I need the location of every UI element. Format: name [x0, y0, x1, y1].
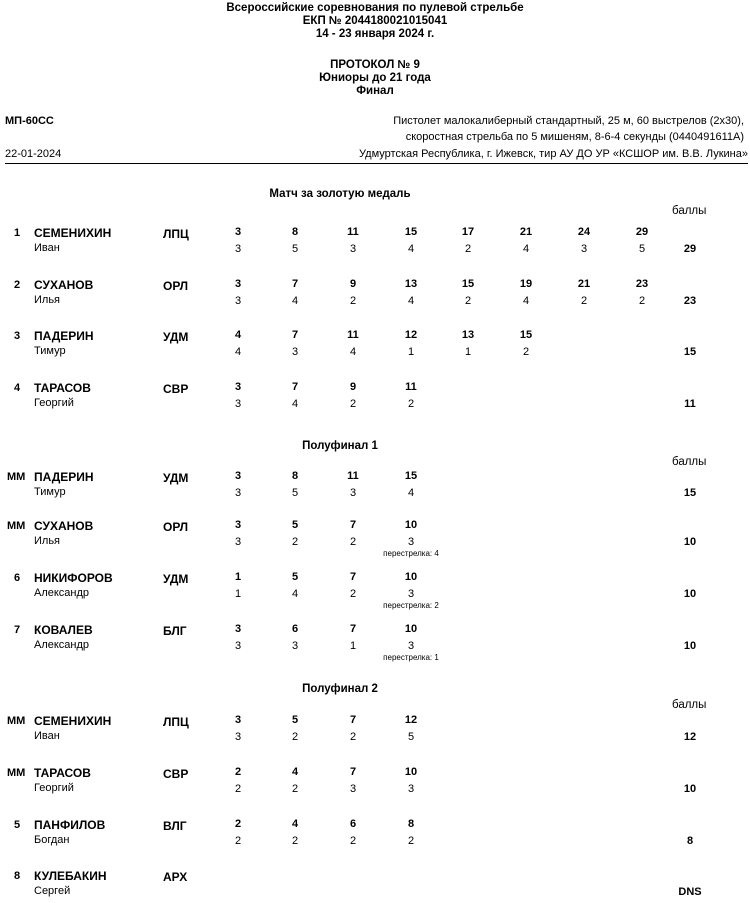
series-score: 3 [234, 731, 242, 743]
athlete-first-name: Богдан [34, 834, 70, 846]
series-score: 3 [580, 243, 588, 255]
series-score: 2 [580, 295, 588, 307]
athlete-region: ЛПЦ [163, 227, 189, 241]
athlete-first-name: Иван [34, 730, 60, 742]
event-code: МП-60СС [5, 115, 54, 127]
series-score: 2 [407, 398, 415, 410]
total-points: DNS [678, 886, 702, 898]
event-venue: Удмуртская Республика, г. Ижевск, тир АУ ДО УР «КСШОР им. В.В. Лукина» [359, 148, 748, 160]
event-description-1: Пистолет малокалиберный стандартный, 25 м, 60 выстрелов (2х30), [393, 115, 744, 127]
series-score: 1 [349, 640, 357, 652]
series-score: 3 [234, 487, 242, 499]
athlete-region: СВР [163, 382, 189, 396]
series-score: 4 [522, 243, 530, 255]
ekp-number: ЕКП № 2044180021015041 [302, 15, 448, 27]
total-points: 15 [683, 487, 697, 499]
athlete-region: УДМ [163, 471, 189, 485]
athlete-first-name: Александр [34, 587, 90, 599]
cumulative-score: 2 [234, 766, 242, 778]
series-score: 5 [638, 243, 646, 255]
shoot-off-note: перестрелка: 1 [383, 653, 439, 662]
series-score: 5 [291, 487, 299, 499]
athlete-last-name: ТАРАСОВ [34, 766, 91, 780]
cumulative-score: 24 [577, 226, 591, 238]
series-score: 3 [349, 783, 357, 795]
series-score: 3 [407, 588, 415, 600]
cumulative-score: 10 [404, 571, 418, 583]
series-score: 2 [291, 536, 299, 548]
competition-title: Всероссийские соревнования по пулевой стрельбе [226, 2, 524, 14]
athlete-region: ВЛГ [163, 819, 187, 833]
cumulative-score: 12 [404, 714, 418, 726]
cumulative-score: 7 [349, 571, 357, 583]
cumulative-score: 4 [291, 818, 299, 830]
athlete-last-name: ПАДЕРИН [34, 470, 94, 484]
cumulative-score: 5 [291, 714, 299, 726]
series-score: 2 [407, 835, 415, 847]
points-column-label: баллы [672, 205, 707, 217]
series-score: 2 [349, 295, 357, 307]
series-score: 2 [349, 536, 357, 548]
section-title: Полуфинал 1 [302, 440, 378, 452]
series-score: 4 [522, 295, 530, 307]
cumulative-score: 10 [404, 766, 418, 778]
total-points: 15 [683, 346, 697, 358]
cumulative-score: 15 [461, 278, 475, 290]
series-score: 2 [291, 835, 299, 847]
cumulative-score: 15 [404, 226, 418, 238]
cumulative-score: 3 [234, 623, 242, 635]
cumulative-score: 21 [519, 226, 533, 238]
series-score: 2 [349, 588, 357, 600]
athlete-last-name: ПАДЕРИН [34, 329, 94, 343]
series-score: 3 [234, 398, 242, 410]
athlete-place: ММ [7, 767, 26, 779]
athlete-first-name: Илья [34, 535, 61, 547]
cumulative-score: 11 [347, 226, 359, 238]
total-points: 10 [683, 588, 697, 600]
athlete-region: ОРЛ [163, 520, 189, 534]
series-score: 4 [234, 346, 242, 358]
series-score: 3 [291, 640, 299, 652]
cumulative-score: 7 [291, 278, 299, 290]
athlete-last-name: СЕМЕНИХИН [34, 226, 112, 240]
total-points: 12 [683, 731, 697, 743]
total-points: 10 [683, 783, 697, 795]
athlete-place: 1 [14, 227, 21, 239]
athlete-region: ОРЛ [163, 279, 189, 293]
athlete-place: 6 [14, 572, 21, 584]
athlete-region: ЛПЦ [163, 715, 189, 729]
series-score: 3 [407, 536, 415, 548]
cumulative-score: 7 [349, 714, 357, 726]
series-score: 3 [349, 487, 357, 499]
athlete-place: ММ [7, 715, 26, 727]
athlete-last-name: НИКИФОРОВ [34, 571, 113, 585]
series-score: 3 [407, 640, 415, 652]
cumulative-score: 6 [349, 818, 357, 830]
stage-title: Финал [356, 85, 394, 97]
cumulative-score: 17 [461, 226, 475, 238]
athlete-place: ММ [7, 471, 26, 483]
cumulative-score: 11 [347, 329, 359, 341]
athlete-first-name: Тимур [34, 345, 66, 357]
cumulative-score: 5 [291, 571, 299, 583]
cumulative-score: 3 [234, 381, 242, 393]
shoot-off-note: перестрелка: 4 [383, 549, 439, 558]
cumulative-score: 7 [291, 329, 299, 341]
series-score: 3 [234, 295, 242, 307]
athlete-last-name: КОВАЛЕВ [34, 623, 93, 637]
series-score: 2 [638, 295, 646, 307]
cumulative-score: 5 [291, 519, 299, 531]
total-points: 8 [686, 835, 694, 847]
series-score: 2 [349, 835, 357, 847]
series-score: 4 [407, 243, 415, 255]
athlete-first-name: Илья [34, 294, 61, 306]
series-score: 2 [349, 731, 357, 743]
series-score: 2 [464, 243, 472, 255]
athlete-region: СВР [163, 767, 189, 781]
series-score: 3 [234, 536, 242, 548]
athlete-last-name: ПАНФИЛОВ [34, 818, 106, 832]
cumulative-score: 15 [404, 470, 418, 482]
athlete-region: УДМ [163, 330, 189, 344]
athlete-last-name: КУЛЕБАКИН [34, 869, 107, 883]
athlete-place: 4 [14, 382, 21, 394]
cumulative-score: 13 [404, 278, 418, 290]
protocol-number: ПРОТОКОЛ № 9 [330, 59, 420, 71]
cumulative-score: 11 [405, 381, 417, 393]
cumulative-score: 1 [234, 571, 242, 583]
series-score: 2 [234, 783, 242, 795]
series-score: 2 [464, 295, 472, 307]
series-score: 4 [349, 346, 357, 358]
athlete-place: 7 [14, 624, 21, 636]
series-score: 4 [291, 398, 299, 410]
points-column-label: баллы [672, 456, 707, 468]
cumulative-score: 3 [234, 470, 242, 482]
series-score: 2 [291, 731, 299, 743]
cumulative-score: 8 [407, 818, 415, 830]
athlete-region: УДМ [163, 572, 189, 586]
series-score: 2 [522, 346, 530, 358]
cumulative-score: 12 [404, 329, 418, 341]
cumulative-score: 3 [234, 226, 242, 238]
athlete-first-name: Георгий [34, 782, 74, 794]
series-score: 3 [234, 243, 242, 255]
series-score: 4 [291, 295, 299, 307]
cumulative-score: 8 [291, 470, 299, 482]
cumulative-score: 10 [404, 519, 418, 531]
cumulative-score: 8 [291, 226, 299, 238]
series-score: 2 [234, 835, 242, 847]
cumulative-score: 7 [349, 623, 357, 635]
event-description-2: скоростная стрельба по 5 мишеням, 8-6-4 секунды (0440491611А) [405, 131, 744, 143]
cumulative-score: 23 [635, 278, 649, 290]
cumulative-score: 9 [349, 278, 357, 290]
cumulative-score: 29 [635, 226, 649, 238]
points-column-label: баллы [672, 699, 707, 711]
athlete-last-name: ТАРАСОВ [34, 381, 91, 395]
series-score: 3 [291, 346, 299, 358]
header-divider [5, 163, 748, 164]
series-score: 3 [349, 243, 357, 255]
series-score: 5 [407, 731, 415, 743]
cumulative-score: 3 [234, 714, 242, 726]
cumulative-score: 3 [234, 519, 242, 531]
total-points: 29 [683, 243, 697, 255]
shoot-off-note: перестрелка: 2 [383, 601, 439, 610]
athlete-place: 5 [14, 819, 21, 831]
cumulative-score: 4 [291, 766, 299, 778]
athlete-last-name: СУХАНОВ [34, 278, 94, 292]
series-score: 2 [291, 783, 299, 795]
cumulative-score: 2 [234, 818, 242, 830]
total-points: 11 [684, 398, 696, 410]
series-score: 2 [349, 398, 357, 410]
series-score: 4 [407, 487, 415, 499]
series-score: 4 [291, 588, 299, 600]
cumulative-score: 7 [349, 519, 357, 531]
cumulative-score: 13 [461, 329, 475, 341]
athlete-first-name: Александр [34, 639, 90, 651]
athlete-place: ММ [7, 520, 26, 532]
cumulative-score: 11 [347, 470, 359, 482]
series-score: 1 [407, 346, 415, 358]
series-score: 3 [407, 783, 415, 795]
athlete-place: 2 [14, 279, 21, 291]
competition-dates: 14 - 23 января 2024 г. [315, 28, 435, 40]
athlete-last-name: СУХАНОВ [34, 519, 94, 533]
cumulative-score: 7 [291, 381, 299, 393]
total-points: 23 [683, 295, 697, 307]
cumulative-score: 6 [291, 623, 299, 635]
cumulative-score: 9 [349, 381, 357, 393]
athlete-first-name: Георгий [34, 397, 74, 409]
cumulative-score: 19 [519, 278, 533, 290]
athlete-region: АРХ [163, 870, 188, 884]
series-score: 5 [291, 243, 299, 255]
athlete-first-name: Тимур [34, 486, 66, 498]
cumulative-score: 15 [519, 329, 533, 341]
section-title: Матч за золотую медаль [269, 188, 411, 200]
cumulative-score: 4 [234, 329, 242, 341]
series-score: 4 [407, 295, 415, 307]
athlete-place: 3 [14, 330, 21, 342]
athlete-place: 8 [14, 870, 21, 882]
cumulative-score: 3 [234, 278, 242, 290]
cumulative-score: 7 [349, 766, 357, 778]
event-date: 22-01-2024 [5, 148, 62, 160]
series-score: 1 [234, 588, 242, 600]
cumulative-score: 21 [577, 278, 591, 290]
athlete-first-name: Иван [34, 242, 60, 254]
total-points: 10 [683, 536, 697, 548]
age-category: Юниоры до 21 года [319, 72, 431, 84]
series-score: 3 [234, 640, 242, 652]
section-title: Полуфинал 2 [302, 683, 378, 695]
total-points: 10 [683, 640, 697, 652]
athlete-region: БЛГ [163, 624, 187, 638]
athlete-last-name: СЕМЕНИХИН [34, 714, 112, 728]
athlete-first-name: Сергей [34, 885, 71, 897]
cumulative-score: 10 [404, 623, 418, 635]
series-score: 1 [464, 346, 472, 358]
